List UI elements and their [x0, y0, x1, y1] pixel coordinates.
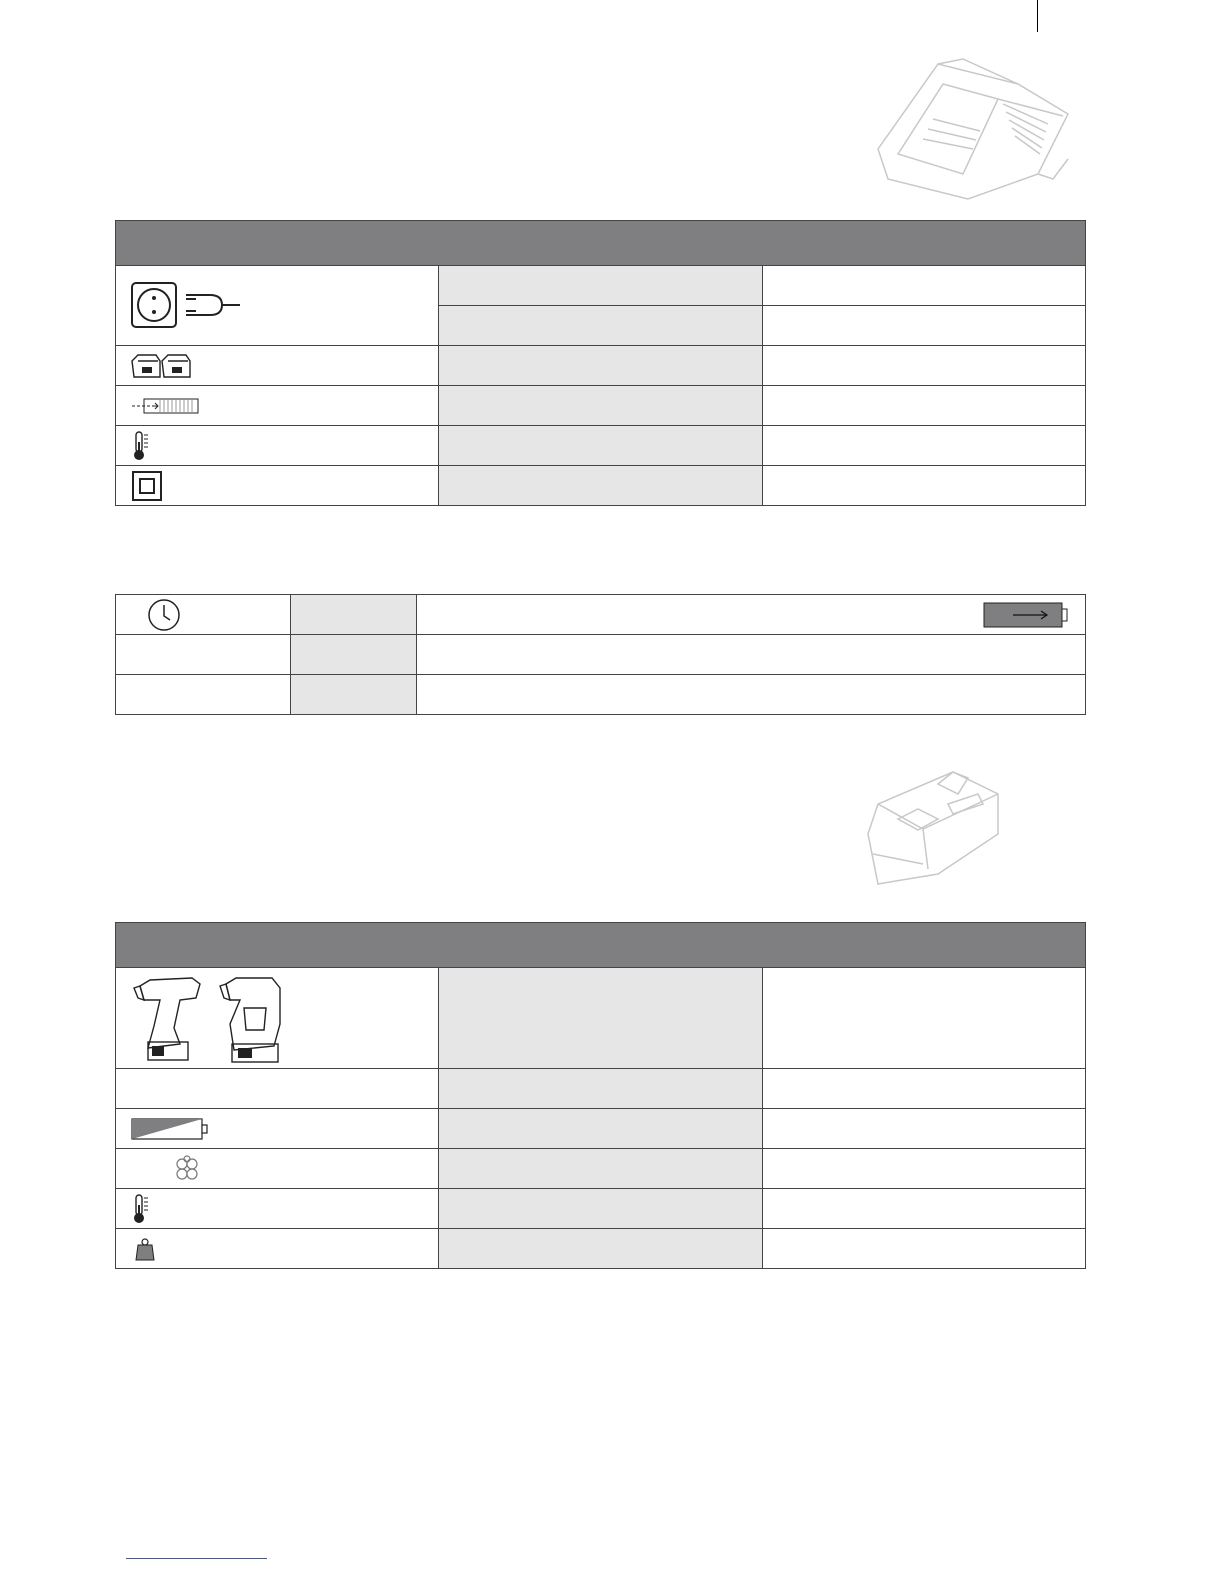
description-cell — [762, 1149, 1085, 1189]
value-cell — [439, 1149, 762, 1189]
charger-illustration — [868, 54, 1078, 204]
description-cell — [417, 675, 1086, 715]
charging-time-table — [115, 594, 1086, 715]
row-icon-cell — [116, 675, 291, 715]
battery-spec-table — [115, 922, 1086, 1269]
row-icon-cell — [116, 466, 439, 506]
footer-rule — [126, 1558, 267, 1559]
description-cell — [762, 968, 1085, 1069]
row-icon-cell — [116, 386, 439, 426]
row-icon-cell — [116, 1189, 439, 1229]
description-cell — [762, 346, 1085, 386]
description-cell — [762, 386, 1085, 426]
socket-plug-icon — [130, 281, 242, 331]
crop-mark — [1037, 0, 1038, 32]
value-cell — [439, 306, 762, 346]
charge-current-icon — [130, 396, 200, 416]
description-cell — [762, 1189, 1085, 1229]
row-icon-cell — [116, 595, 291, 635]
row-icon-cell — [116, 1229, 439, 1269]
row-icon-cell — [116, 635, 291, 675]
value-cell — [439, 466, 762, 506]
battery-pack-icon — [130, 351, 194, 381]
value-cell — [291, 595, 417, 635]
value-cell — [439, 1189, 762, 1229]
protection-class-ii-icon — [130, 470, 164, 502]
battery-table-header — [116, 923, 1086, 968]
value-cell — [439, 1069, 762, 1109]
description-cell — [762, 1229, 1085, 1269]
value-cell — [439, 266, 762, 306]
charger-table-header — [116, 221, 1086, 266]
clock-icon — [130, 597, 180, 633]
row-icon-cell — [116, 1069, 439, 1109]
row-icon-cell — [116, 1109, 439, 1149]
description-cell — [762, 306, 1085, 346]
row-icon-cell — [116, 968, 439, 1069]
row-icon-cell — [116, 426, 439, 466]
value-cell — [439, 426, 762, 466]
description-cell — [762, 266, 1085, 306]
value-cell — [291, 675, 417, 715]
weight-icon — [130, 1236, 160, 1262]
value-cell — [439, 1229, 762, 1269]
value-cell — [439, 386, 762, 426]
description-cell — [762, 1069, 1085, 1109]
thermometer-icon — [130, 1193, 154, 1225]
value-cell — [439, 346, 762, 386]
battery-charge-arrow-icon — [983, 602, 1069, 628]
value-cell — [439, 1109, 762, 1149]
cell-pack-icon — [130, 1154, 210, 1184]
description-cell — [762, 426, 1085, 466]
drill-tools-icon — [130, 968, 290, 1068]
description-cell — [417, 595, 1086, 635]
charger-spec-table — [115, 220, 1086, 506]
thermometer-icon — [130, 430, 154, 462]
value-cell — [439, 968, 762, 1069]
battery-illustration — [858, 764, 1008, 894]
value-cell — [291, 635, 417, 675]
description-cell — [762, 1109, 1085, 1149]
row-icon-cell — [116, 266, 439, 346]
row-icon-cell — [116, 1149, 439, 1189]
row-icon-cell — [116, 346, 439, 386]
description-cell — [417, 635, 1086, 675]
battery-level-icon — [130, 1116, 210, 1142]
description-cell — [762, 466, 1085, 506]
